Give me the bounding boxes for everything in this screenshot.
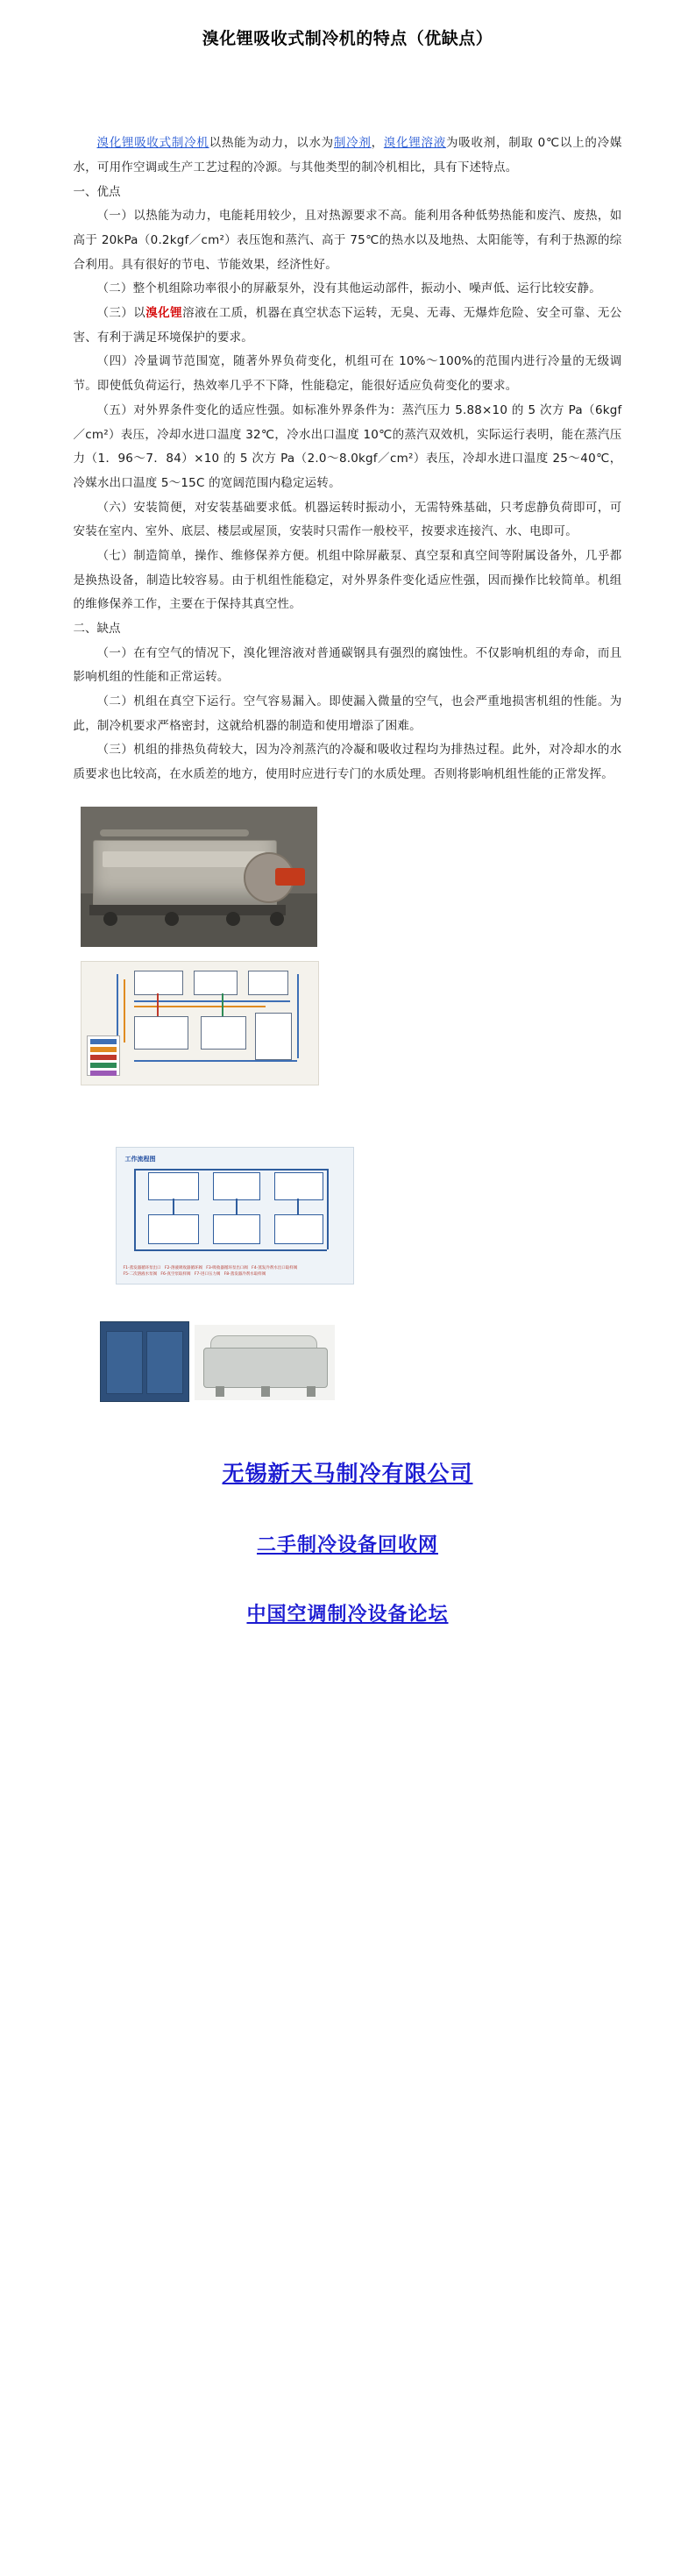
workflow-box-1	[148, 1172, 199, 1200]
diagram-box-condenser	[194, 971, 238, 995]
lead-text-2: ，	[371, 136, 384, 151]
photo-wheel-3	[226, 912, 240, 926]
grey-unit-leg-3	[307, 1386, 316, 1397]
photo-wheel-1	[103, 912, 117, 926]
photo-wheel-2	[165, 912, 179, 926]
photo-grey-unit	[195, 1325, 335, 1400]
disadvantage-item-1: （一）在有空气的情况下，溴化锂溶液对普通碳钢具有强烈的腐蚀性。不仅影响机组的寿命，而且影响机组的性能和正常运转。	[73, 645, 622, 685]
figure-chiller-photo	[81, 807, 317, 947]
legend-swatch-3	[90, 1055, 117, 1060]
workflow-legend-2: F2-溶液吸收器循环阀	[164, 1266, 202, 1271]
advantage-item-7: （七）制造简单，操作、维修保养方便。机组中除屏蔽泵、真空泵和真空间等附属设备外，几乎都是换热设备，制造比较容易。由于机组性能稳定，对外界条件变化适应性强，因而操作比较简单。机组的维修保养工作，主要在于保持其真空性。	[73, 548, 622, 612]
diagram-line-3	[157, 993, 159, 1016]
photo-base	[89, 905, 286, 915]
footer-link-company[interactable]: 无锡新天马制冷有限公司	[222, 1460, 473, 1486]
figure-used-equipment-photos	[100, 1321, 389, 1425]
section-heading-advantages: 一、优点	[73, 184, 121, 199]
disadvantage-item-3: （三）机组的排热负荷较大，因为冷剂蒸汽的冷凝和吸收过程均为排热过程。此外，对冷却水的水质要求也比较高，在水质差的地方，使用时应进行专门的水质处理。否则将影响机组性能的正常发挥。	[73, 743, 622, 781]
link-libr-solution[interactable]: 溴化锂溶液	[383, 136, 447, 151]
photo-pipe	[100, 829, 249, 836]
workflow-line-5	[236, 1199, 238, 1214]
link-absorption-chiller[interactable]: 溴化锂吸收式制冷机	[96, 136, 209, 151]
photo-burner	[275, 868, 305, 886]
link-refrigerant[interactable]: 制冷剂	[333, 136, 372, 151]
workflow-line-3	[134, 1249, 327, 1251]
advantage-item-1: （一）以热能为动力，电能耗用较少，且对热源要求不高。能利用各种低势热能和废汽、废热，如高于 20kPa（0.2kgf／cm²）表压饱和蒸汽、高于 75℃的热水以及地热、太阳能等，有利于热源的综合利用。具有很好的节电、节能效果，经济性好。	[73, 209, 622, 272]
grey-unit-leg-1	[216, 1386, 224, 1397]
diagram-legend	[87, 1035, 120, 1076]
workflow-legend-8: F8-蒸发器冷剂水取样阀	[223, 1271, 266, 1277]
diagram-line-2	[134, 1006, 266, 1007]
diagram-line-8	[134, 1060, 297, 1062]
advantage-item-6: （六）安装简便，对安装基础要求低。机器运转时振动小，无需特殊基础，只考虑静负荷即可，可安装在室内、室外、底层、楼层或屋顶，安装时只需作一般校平，按要求连接汽、水、电即可。	[73, 500, 622, 539]
advantage-item-5: （五）对外界条件变化的适应性强。如标准外界条件为：蒸汽压力 5.88×10 的 5 次方 Pa（6kgf／cm²）表压，冷却水进口温度 32℃，冷水出口温度 10℃的蒸汽双效机，实际运行表明，能在蒸汽压力（1．96～7．84）×10 的 5 次方 Pa（2.0～8.0kgf／cm²）表压，冷却水进口温度 25～40℃，冷媒水出口温度 5～15C 的宽阔范围内稳定运转。	[73, 402, 622, 490]
legend-swatch-2	[90, 1047, 117, 1052]
advantage-item-4: （四）冷量调节范围宽，随著外界负荷变化，机组可在 10%～100%的范围内进行冷量的无级调节。即使低负荷运行，热效率几乎不下降，性能稳定，能很好适应负荷变化的要求。	[73, 354, 622, 394]
lead-paragraph	[74, 132, 622, 180]
section-heading-disadvantages: 二、缺点	[73, 621, 121, 636]
lead-text-1: 以热能为动力，以水为	[209, 136, 334, 151]
diagram-line-7	[297, 974, 299, 1058]
legend-swatch-4	[90, 1063, 117, 1068]
figure-gallery	[74, 807, 622, 1425]
advantage-item-2: （二）整个机组除功率很小的屏蔽泵外，没有其他运动部件，振动小、噪声低、运行比较安静。	[96, 281, 601, 296]
figure-workflow-diagram	[116, 1147, 354, 1284]
footer-link-list	[74, 1456, 622, 1626]
workflow-line-4	[173, 1199, 174, 1214]
photo-blue-unit	[100, 1321, 189, 1402]
workflow-legend	[124, 1266, 346, 1278]
workflow-box-4	[148, 1214, 199, 1244]
legend-swatch-5	[90, 1071, 117, 1076]
article-body	[74, 60, 622, 1626]
workflow-box-5	[213, 1214, 260, 1244]
workflow-legend-6: F6-真空泵取样阀	[160, 1271, 191, 1277]
grey-unit-leg-2	[261, 1386, 270, 1397]
workflow-line-2	[134, 1169, 327, 1171]
grey-unit-body	[203, 1348, 328, 1388]
workflow-box-3	[274, 1172, 323, 1200]
lead-text-3: 为吸收剂，制取 0℃以上的冷媒水，可用作空调或生产工艺过程的冷源。与其他类型的制冷机相比，具有下述特点。	[73, 136, 622, 175]
page-title: 溴化锂吸收式制冷机的特点（优缺点）	[202, 28, 493, 48]
figure-piping-diagram	[81, 961, 319, 1085]
workflow-title: 工作流程图	[124, 1155, 156, 1163]
photo-wheel-4	[270, 912, 284, 926]
workflow-line-6	[297, 1199, 299, 1214]
blue-unit-panel-2	[146, 1331, 183, 1394]
diagram-box-evaporator	[201, 1016, 246, 1050]
workflow-legend-1: F1-蒸发器循环泵出口	[123, 1266, 161, 1271]
advantage-item-3: （三）以溴化锂溶液在工质，机器在真空状态下运转，无臭、无毒、无爆炸危险、安全可靠、无公害、有利于满足环境保护的要求。	[73, 306, 622, 345]
blue-unit-panel-1	[106, 1331, 143, 1394]
diagram-box-heat-exchanger	[248, 971, 288, 995]
diagram-box-absorber	[134, 1016, 188, 1050]
footer-link-forum[interactable]: 中国空调制冷设备论坛	[246, 1603, 449, 1626]
workflow-legend-5: F5-二次溶液水泵阀	[123, 1271, 158, 1277]
diagram-line-4	[222, 993, 223, 1016]
workflow-legend-4: F4-蒸发冷剂水出口取样阀	[252, 1266, 298, 1271]
diagram-box-generator	[134, 971, 183, 995]
workflow-box-2	[213, 1172, 260, 1200]
workflow-line-7	[327, 1169, 329, 1249]
document-page	[0, 11, 695, 2576]
footer-link-recycling-site[interactable]: 二手制冷设备回收网	[256, 1534, 438, 1556]
workflow-legend-3: F3-吸收器循环泵出口阀	[206, 1266, 248, 1271]
diagram-box-tower	[255, 1013, 292, 1060]
diagram-line-6	[124, 979, 125, 1042]
workflow-box-6	[274, 1214, 323, 1244]
workflow-line-1	[134, 1169, 136, 1249]
workflow-legend-7: F7-进口压力阀	[194, 1271, 221, 1277]
disadvantage-item-2: （二）机组在真空下运行。空气容易漏入。即使漏入微量的空气，也会严重地损害机组的性能。为此，制冷机要求严格密封，这就给机器的制造和使用增添了困难。	[73, 694, 622, 733]
legend-swatch-1	[90, 1039, 117, 1044]
highlight-keyword: 溴化锂	[145, 306, 183, 321]
